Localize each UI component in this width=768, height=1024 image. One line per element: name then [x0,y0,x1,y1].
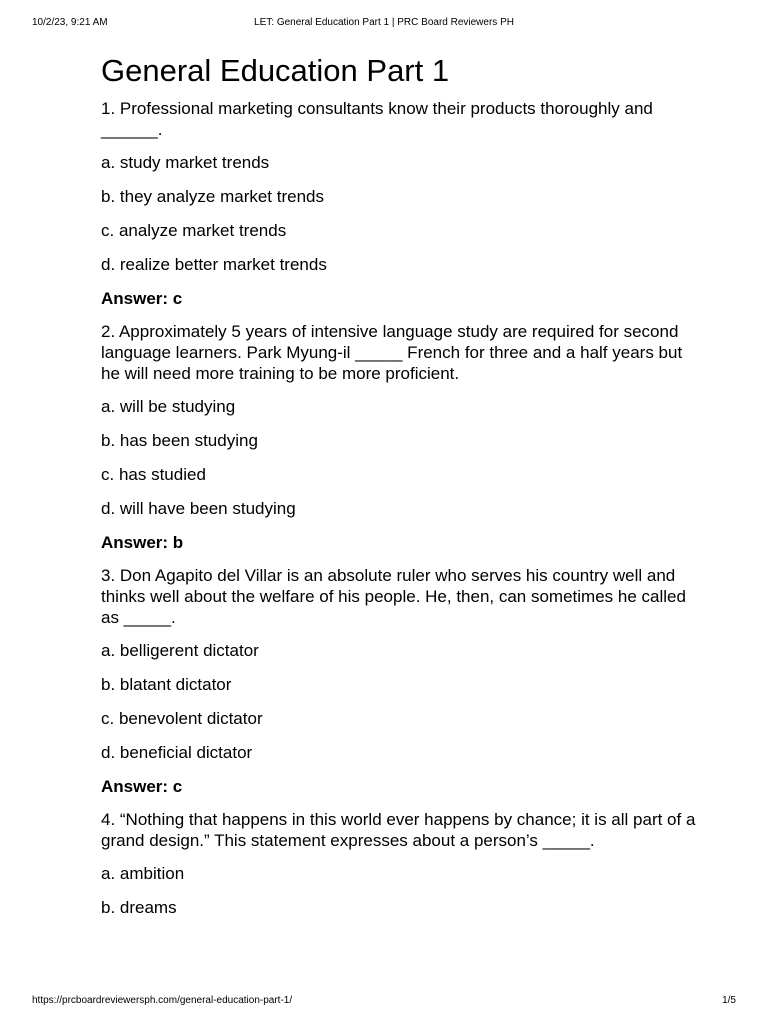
question-3 [101,565,701,797]
answer: Answer: c [101,289,183,308]
option-b: b. they analyze market trends [101,187,325,206]
question-text: 3. Don Agapito del Villar is an absolute ruler who serves his country well and thinks well about the welfare of his people. He, then, can sometimes he called as _____. [101,566,686,627]
question-4 [101,809,701,918]
option-b: b. dreams [101,898,177,917]
option-b: b. blatant dictator [101,675,232,694]
option-c: c. has studied [101,465,206,484]
option-a: a. belligerent dictator [101,641,259,660]
question-text: 4. “Nothing that happens in this world ever happens by chance; it is all part of a grand design.” This statement expresses about a person’s _____. [101,810,696,850]
option-a: a. will be studying [101,397,236,416]
option-d: d. realize better market trends [101,255,327,274]
article-content [101,52,701,931]
question-text: 2. Approximately 5 years of intensive language study are required for second language learners. Park Myung-il _____ French for three and a half years but he will need more training to be more proficient. [101,322,683,383]
answer: Answer: c [101,777,183,796]
option-d: d. will have been studying [101,499,296,518]
print-url: https://prcboardreviewersph.com/general-education-part-1/ [32,995,293,1006]
page-title: General Education Part 1 [101,53,450,88]
question-1 [101,98,701,309]
page-number: 1/5 [722,995,736,1006]
option-b: b. has been studying [101,431,258,450]
option-a: a. ambition [101,864,185,883]
print-page-title: LET: General Education Part 1 | PRC Board Reviewers PH [254,17,514,28]
question-text: 1. Professional marketing consultants know their products thoroughly and ______. [101,99,653,139]
print-date: 10/2/23, 9:21 AM [32,17,108,28]
option-c: c. analyze market trends [101,221,287,240]
option-d: d. beneficial dictator [101,743,253,762]
question-2 [101,321,701,553]
print-footer [32,994,736,1008]
option-c: c. benevolent dictator [101,709,263,728]
answer: Answer: b [101,533,184,552]
option-a: a. study market trends [101,153,270,172]
print-header [32,16,736,30]
